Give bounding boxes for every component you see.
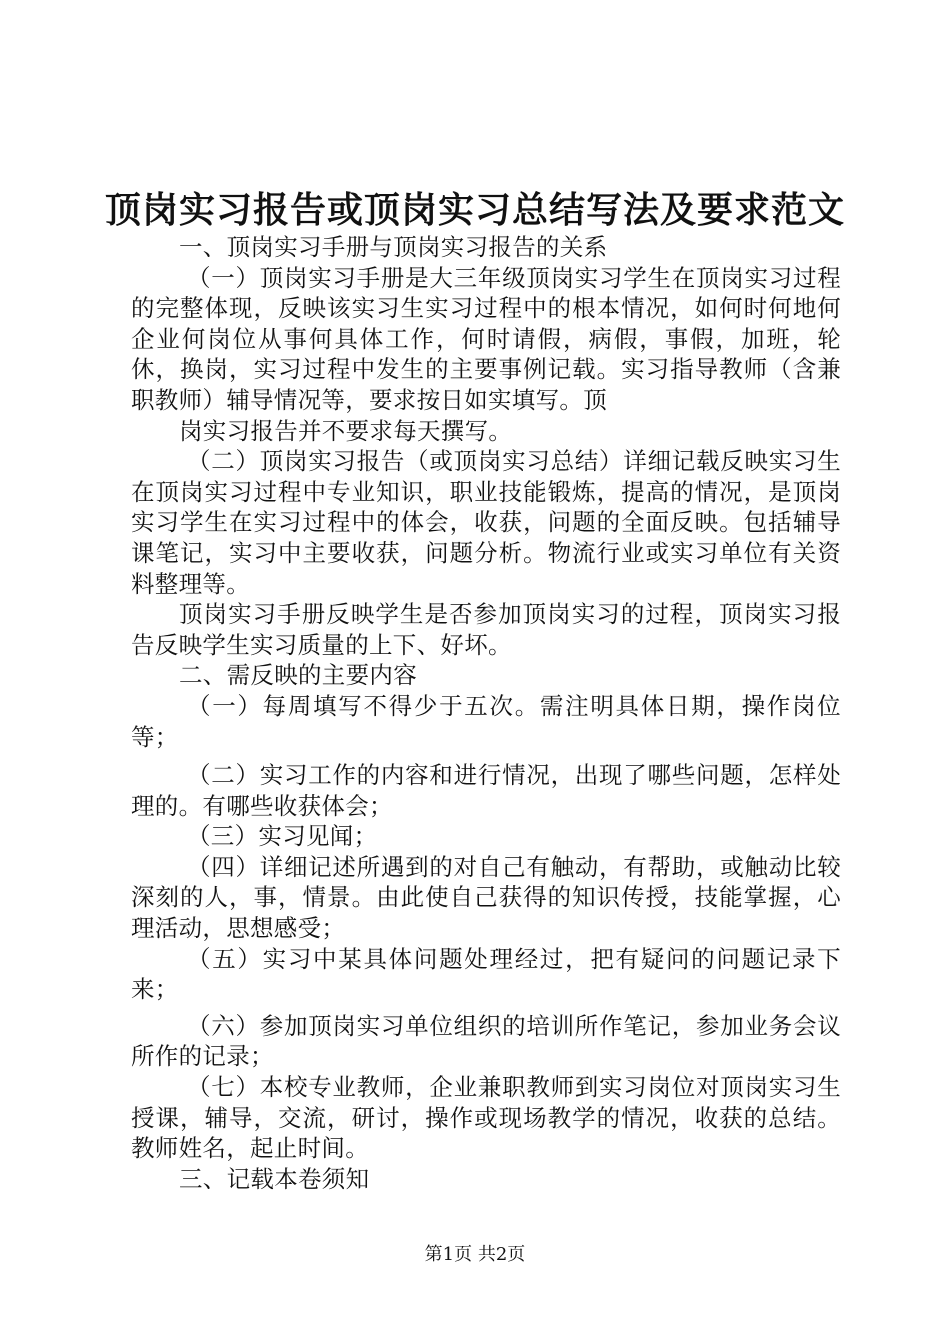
paragraph-2-5: （五）实习中某具体问题处理经过，把有疑问的问题记录下来； — [131, 944, 841, 1004]
paragraph-1-1b: 岗实习报告并不要求每天撰写。 — [179, 416, 513, 445]
paragraph-2-6: （六）参加顶岗实习单位组织的培训所作笔记，参加业务会议所作的记录； — [131, 1011, 841, 1071]
section-heading-3: 三、记载本卷须知 — [179, 1164, 370, 1193]
paragraph-1-2: （二）顶岗实习报告（或顶岗实习总结）详细记载反映实习生在顶岗实习过程中专业知识，职业技能锻炼，提高的情况，是顶岗实习学生在实习过程中的体会，收获，问题的全面反映。包括辅导课笔记，实习中主要收获，问题分析。物流行业或实习单位有关资料整理等。 — [131, 447, 841, 598]
paragraph-1-3: 顶岗实习手册反映学生是否参加顶岗实习的过程，顶岗实习报告反映学生实习质量的上下、好坏。 — [131, 600, 841, 659]
document-title: 顶岗实习报告或顶岗实习总结写法及要求范文 — [104, 189, 845, 231]
page-footer: 第1页 共2页 — [424, 1244, 526, 1265]
paragraph-2-3: （三）实习见闻； — [187, 822, 378, 851]
paragraph-2-2: （二）实习工作的内容和进行情况，出现了哪些问题，怎样处理的。有哪些收获体会； — [131, 761, 841, 820]
section-heading-2: 二、需反映的主要内容 — [179, 661, 417, 690]
paragraph-2-1: （一）每周填写不得少于五次。需注明具体日期，操作岗位等； — [131, 691, 841, 751]
paragraph-2-4: （四）详细记述所遇到的对自己有触动，有帮助，或触动比较深刻的人，事，情景。由此使自己获得的知识传授，技能掌握，心理活动，思想感受； — [131, 852, 841, 943]
section-heading-1: 一、顶岗实习手册与顶岗实习报告的关系 — [179, 233, 608, 261]
paragraph-2-7: （七）本校专业教师，企业兼职教师到实习岗位对顶岗实习生授课，辅导，交流，研讨，操作或现场教学的情况，收获的总结。教师姓名，起止时间。 — [131, 1073, 841, 1163]
paragraph-1-1: （一）顶岗实习手册是大三年级顶岗实习学生在顶岗实习过程的完整体现，反映该实习生实习过程中的根本情况，如何时何地何企业何岗位从事何具体工作，何时请假，病假，事假，加班，轮休，换岗，实习过程中发生的主要事例记载。实习指导教师（含兼职教师）辅导情况等，要求按日如实填写。顶 — [131, 263, 841, 414]
document-body — [131, 232, 841, 1194]
